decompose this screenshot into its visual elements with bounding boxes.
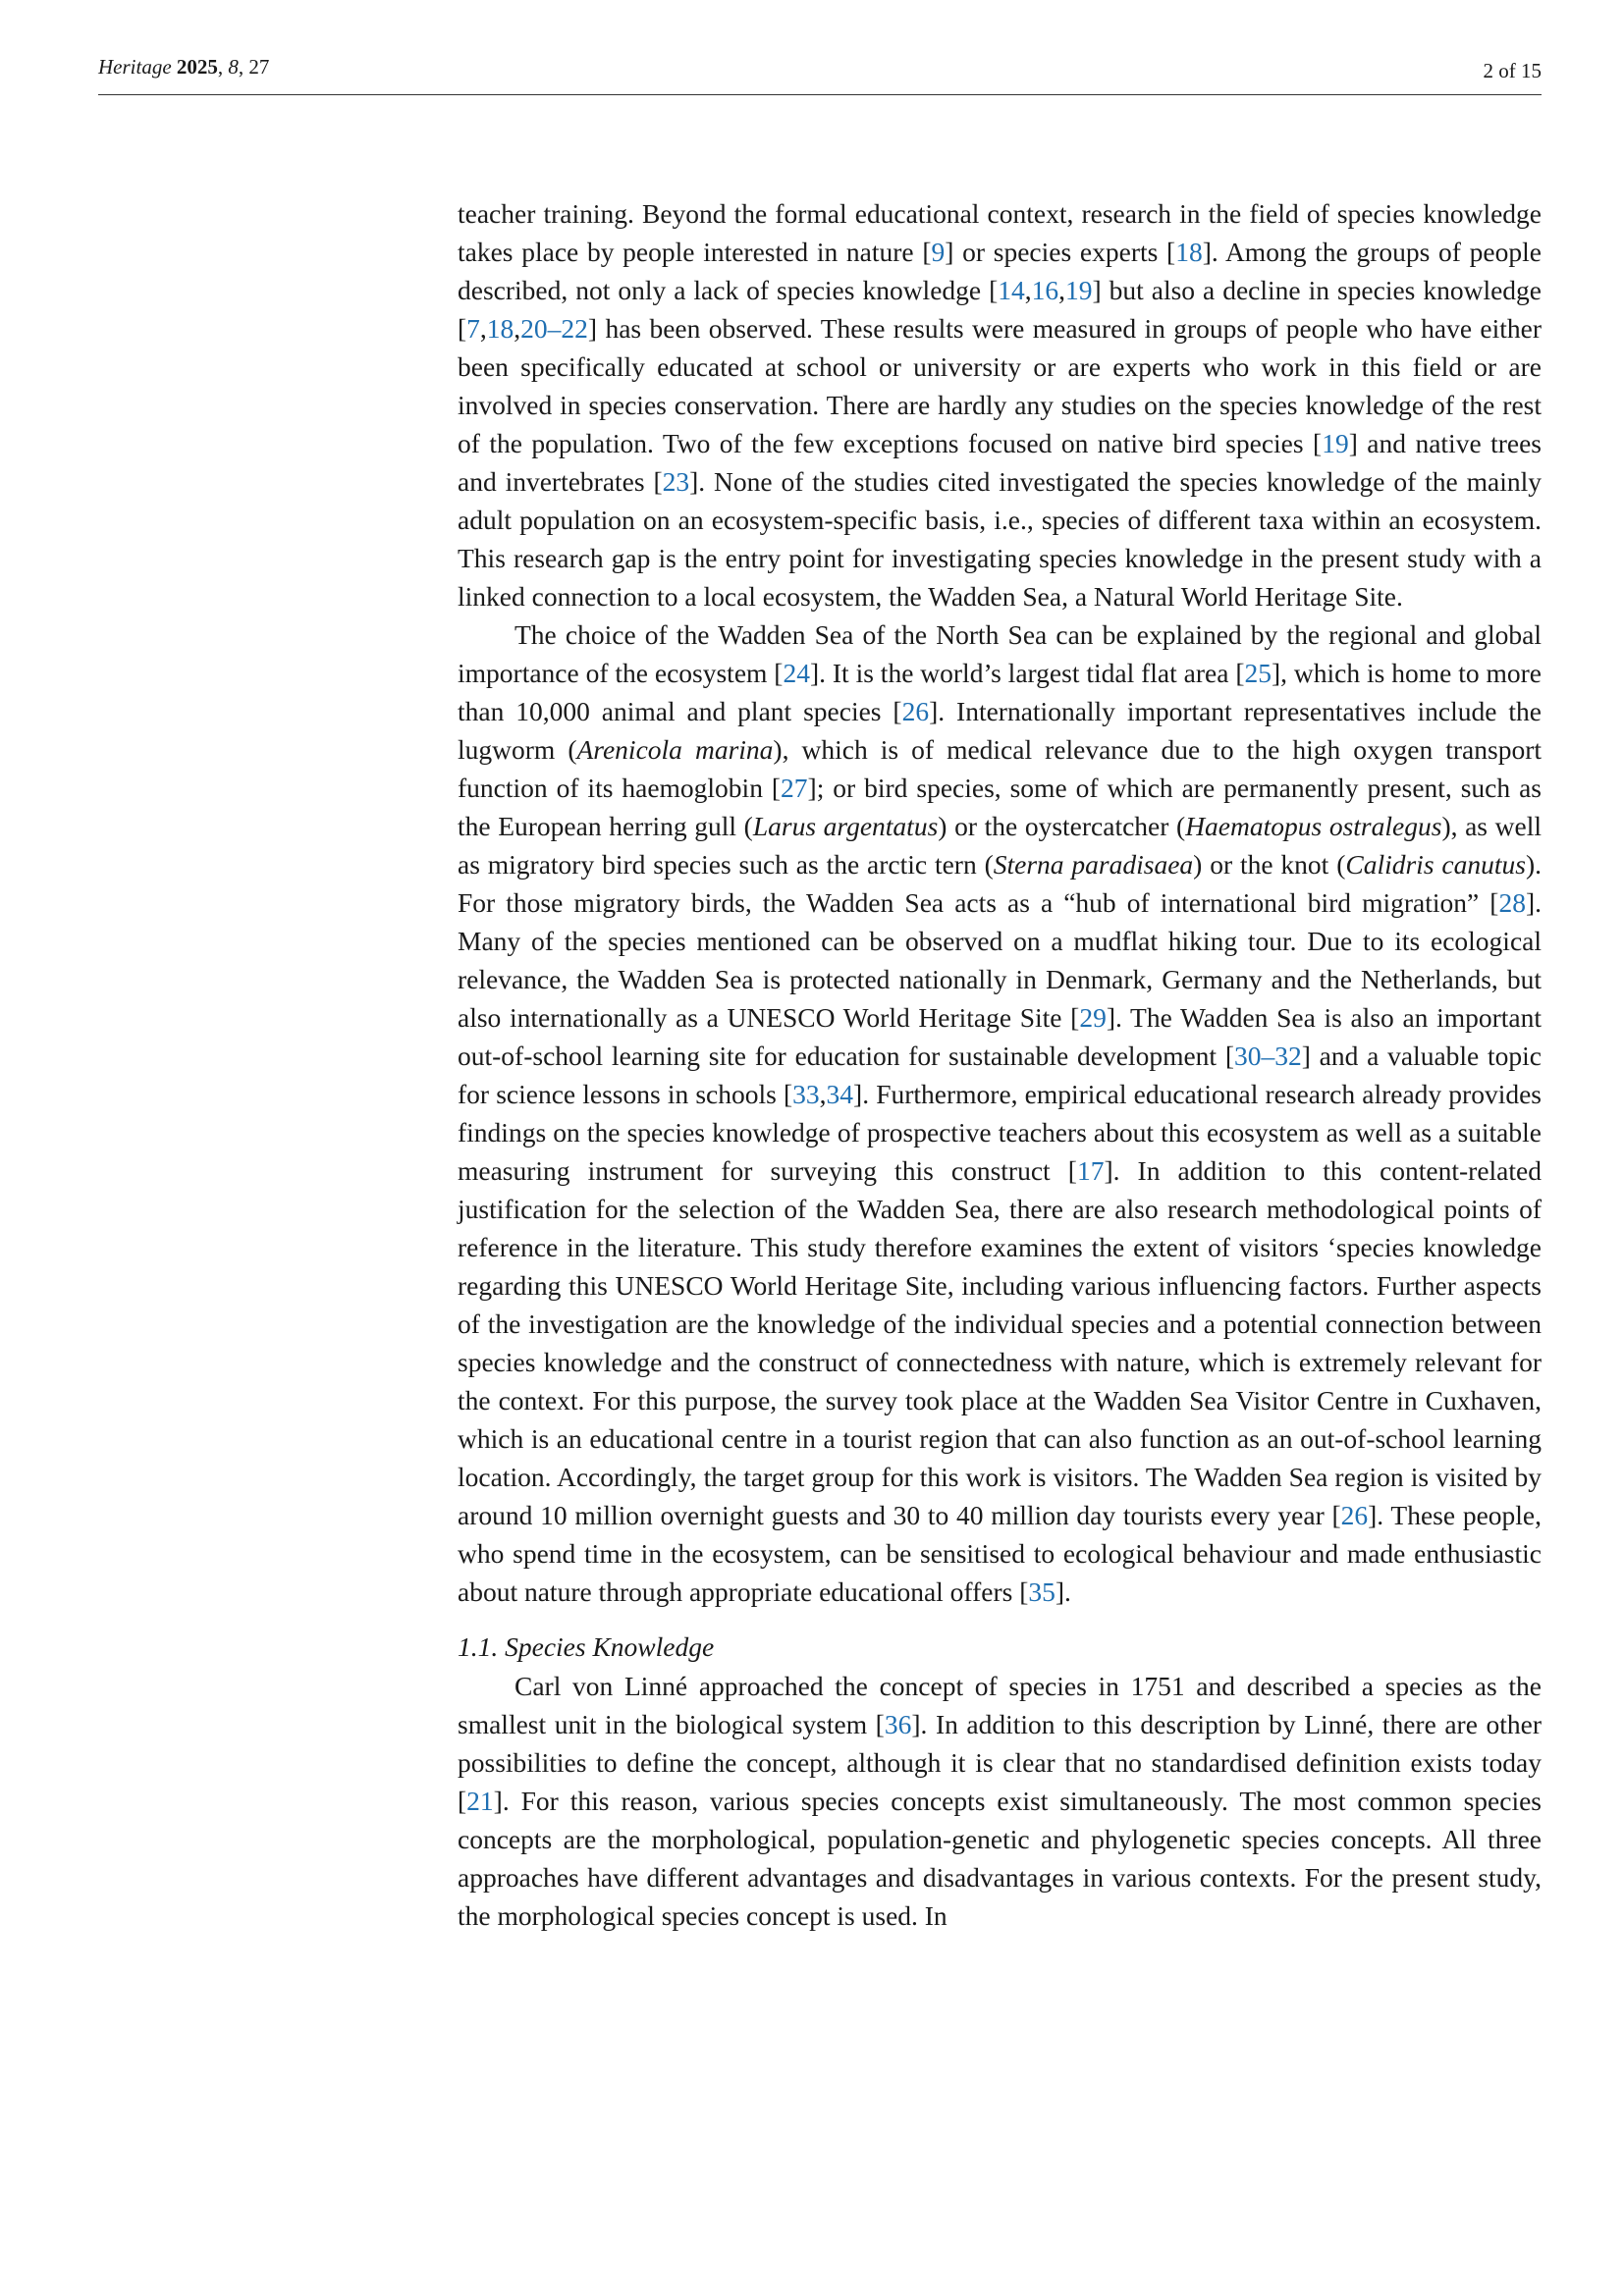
citation-link[interactable]: 24 — [783, 658, 810, 688]
citation-link[interactable]: 20–22 — [520, 313, 588, 344]
page-number: 2 of 15 — [1483, 59, 1542, 82]
citation-link[interactable]: 30–32 — [1233, 1041, 1302, 1071]
citation-link[interactable]: 26 — [901, 696, 930, 726]
citation-link[interactable]: 18 — [1175, 237, 1203, 267]
citation-link[interactable]: 33 — [792, 1079, 820, 1109]
citation-link[interactable]: 21 — [466, 1786, 494, 1816]
citation-link[interactable]: 36 — [884, 1709, 912, 1739]
citation-link[interactable]: 16 — [1031, 275, 1059, 305]
citation-link[interactable]: 28 — [1498, 887, 1526, 918]
citation-link[interactable]: 34 — [826, 1079, 854, 1109]
citation-link[interactable]: 26 — [1340, 1500, 1369, 1530]
citation-link[interactable]: 19 — [1065, 275, 1093, 305]
article-body — [458, 194, 1542, 1935]
citation-link[interactable]: 7 — [466, 313, 480, 344]
citation-link[interactable]: 18 — [486, 313, 514, 344]
journal-year: 2025 — [176, 55, 218, 79]
journal-name: Heritage — [98, 55, 172, 79]
citation-link[interactable]: 14 — [998, 275, 1025, 305]
citation-link[interactable]: 27 — [781, 773, 808, 803]
citation-link[interactable]: 9 — [931, 237, 946, 267]
paragraph-species-concept: Carl von Linné approached the concept of species in 1751 and described a species as the smallest unit in the biological system [36]. In addition to this description by Linné, there are other possibilities to define the concept, although it is clear that no standardised definition exists today [21]. For this reason, various species concepts exist simultaneously. The most common species concepts are the morphological, population-genetic and phylogenetic species concepts. All three approaches have different advantages and disadvantages in various contexts. For the present study, the morphological species concept is used. In — [458, 1671, 1542, 1931]
section-heading: 1.1. Species Knowledge — [458, 1631, 715, 1662]
journal-volume: 8 — [228, 55, 239, 79]
citation-link[interactable]: 29 — [1079, 1002, 1107, 1033]
citation-link[interactable]: 19 — [1322, 428, 1349, 458]
species-name: Haematopus ostralegus — [1185, 811, 1442, 841]
species-name: Larus argentatus — [752, 811, 939, 841]
paragraph-continued: teacher training. Beyond the formal educational context, research in the field of species knowledge takes place by people interested in nature [9] or species experts [18]. Among the groups of people described, not only a lack of species knowledge [14,16,19] but also a decline in species knowledge [7,18,20–22] has been observed. These results were measured in groups of people who have either been specifically educated at school or university or are experts who work in this field or are involved in species conservation. There are hardly any studies on the species knowledge of the rest of the population. Two of the few exceptions focused on native bird species [19] and native trees and invertebrates [23]. None of the studies cited investigated the species knowledge of the mainly adult population on an ecosystem-specific basis, i.e., species of different taxa within an ecosystem. This research gap is the entry point for investigating species knowledge in the present study with a linked connection to a local ecosystem, the Wadden Sea, a Natural World Heritage Site. — [458, 198, 1543, 612]
citation-link[interactable]: 23 — [662, 466, 690, 497]
paragraph-wadden-sea: The choice of the Wadden Sea of the North Sea can be explained by the regional and global importance of the ecosystem [24]. It is the world’s largest tidal flat area [25], which is home to more than 10,000 animal and plant species [26]. Internationally important representatives include the lugworm (Arenicola marina), which is of medical relevance due to the high oxygen transport function of its haemoglobin [27]; or bird species, some of which are permanently present, such as the European herring gull (Larus argentatus) or the oystercatcher (Haematopus ostralegus), as well as migratory bird species such as the arctic tern (Sterna paradisaea) or the knot (Calidris canutus). For those migratory birds, the Wadden Sea acts as a “hub of international bird migration” [28]. Many of the species mentioned can be observed on a mudflat hiking tour. Due to its ecological relevance, the Wadden Sea is protected nationally in Denmark, Germany and the Netherlands, but also internationally as a UNESCO World Heritage Site [29]. The Wadden Sea is also an important out-of-school learning site for education for sustainable development [30–32] and a valuable topic for science lessons in schools [33,34]. Furthermore, empirical educational research already provides findings on the species knowledge of prospective teachers about this ecosystem as well as a suitable measuring instrument for surveying this construct [17]. In addition to this content-related justification for the selection of the Wadden Sea, there are also research methodological points of reference in the literature. This study therefore examines the extent of visitors ‘species knowledge regarding this UNESCO World Heritage Site, including various influencing factors. Further aspects of the investigation are the knowledge of the individual species and a potential connection between species knowledge and the construct of connectedness with nature, which is extremely relevant for the context. For this purpose, the survey took place at the Wadden Sea Visitor Centre in Cuxhaven, which is an educational centre in a tourist region that can also function as an out-of-school learning location. Accordingly, the target group for this work is visitors. The Wadden Sea region is visited by around 10 million overnight guests and 30 to 40 million day tourists every year [26]. These people, who spend time in the ecosystem, can be sensitised to ecological behaviour and made enthusiastic about nature through appropriate educational offers [35]. — [458, 619, 1542, 1607]
species-name: Calidris canutus — [1345, 849, 1526, 880]
species-name: Arenicola marina — [576, 734, 774, 765]
journal-citation: Heritage 2025, 8, 27 — [98, 55, 270, 79]
running-header — [98, 49, 1542, 95]
citation-link[interactable]: 25 — [1244, 658, 1272, 688]
article-number: 27 — [248, 55, 270, 79]
citation-link[interactable]: 17 — [1076, 1155, 1105, 1186]
citation-link[interactable]: 35 — [1028, 1576, 1056, 1607]
species-name: Sterna paradisaea — [993, 849, 1194, 880]
